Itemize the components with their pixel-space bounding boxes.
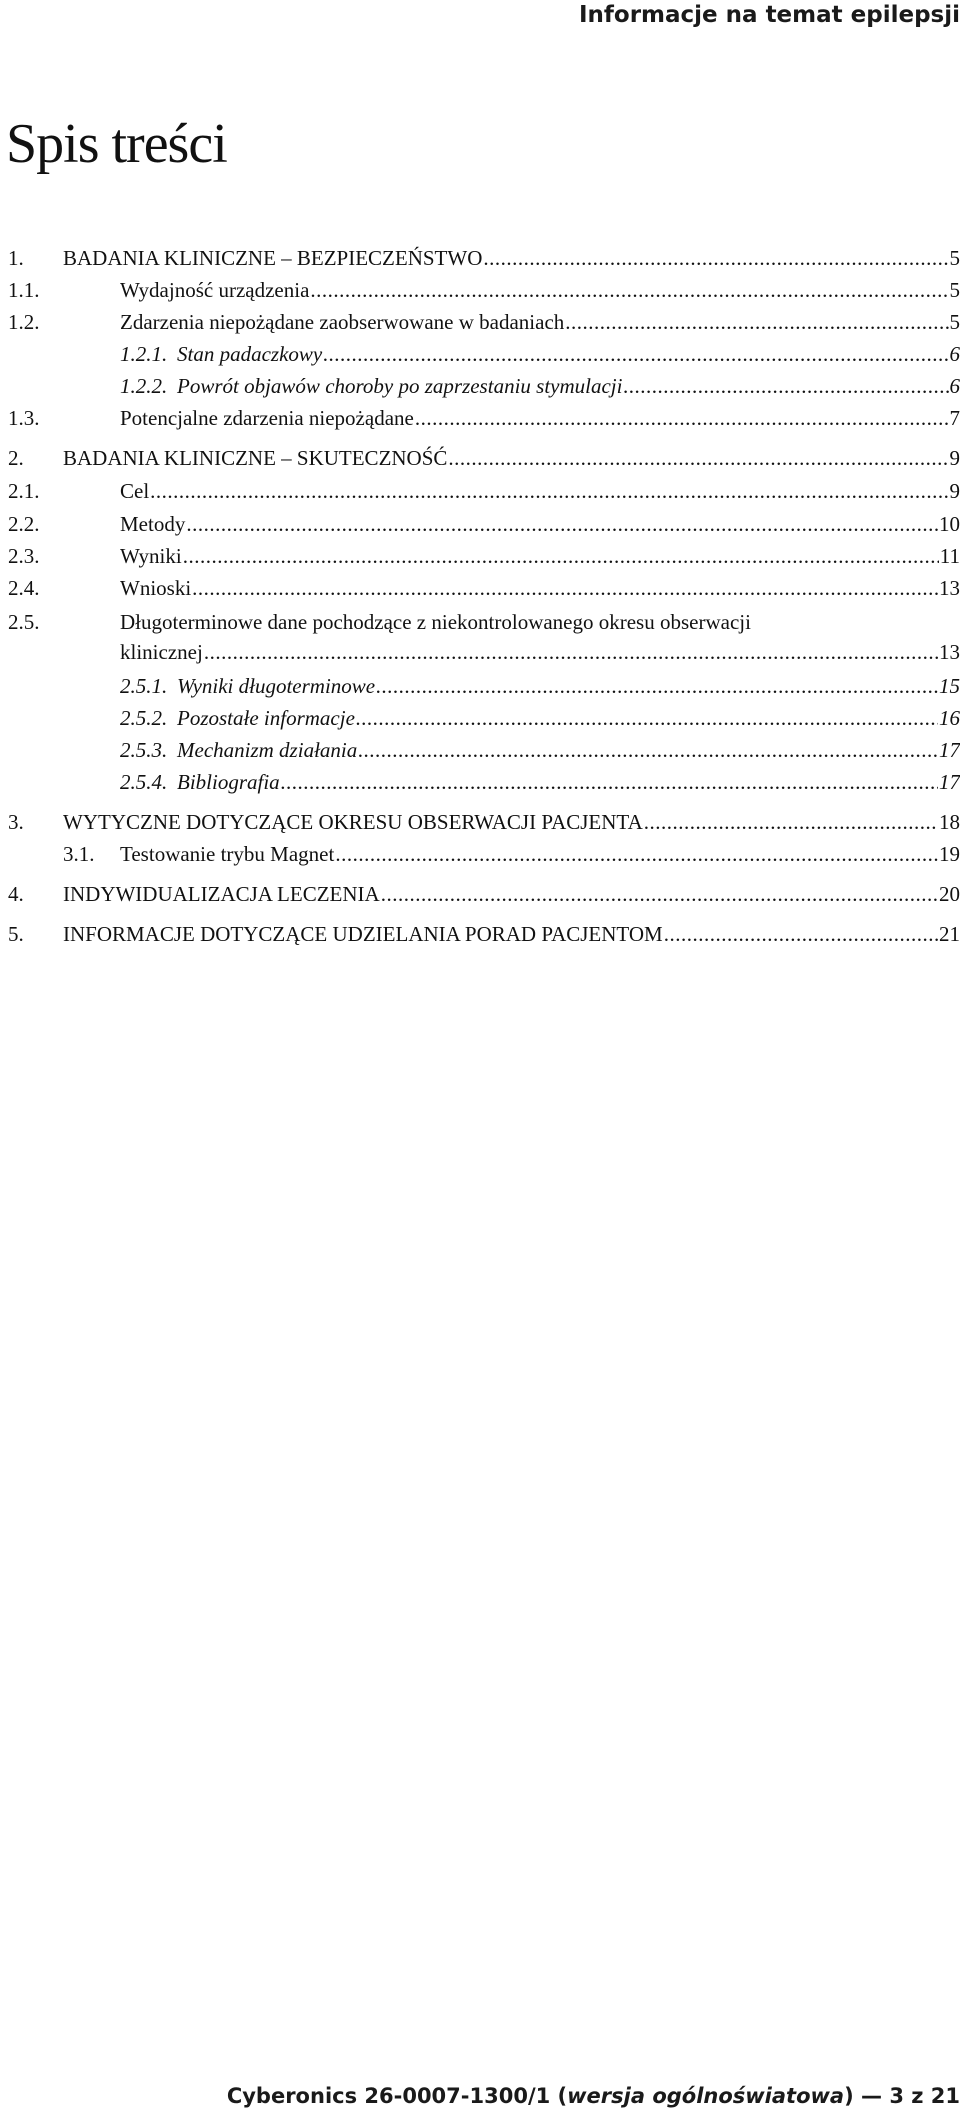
toc-entry-title: Wnioski <box>120 576 192 600</box>
toc-leader-dots <box>310 278 948 302</box>
toc-entry-number: 1.2. <box>8 310 40 334</box>
toc-leader-dots <box>644 810 938 834</box>
toc-entry-number: 2.3. <box>8 544 40 568</box>
toc-entry-page: 15 <box>939 674 960 698</box>
toc-entry-number: 3. <box>8 810 24 834</box>
toc-entry-page: 9 <box>949 479 960 503</box>
toc-entry-page: 5 <box>949 310 960 334</box>
toc-entry-page: 6 <box>949 374 960 398</box>
toc-entry-number: 5. <box>8 922 24 946</box>
toc-leader-dots <box>186 512 938 536</box>
toc-leader-dots <box>150 479 948 503</box>
toc-entry-number: 2.1. <box>8 479 40 503</box>
toc-leader-dots <box>376 674 938 698</box>
toc-leader-dots <box>448 446 948 470</box>
toc-entry-page: 9 <box>949 446 960 470</box>
toc-entry-page: 11 <box>939 544 960 568</box>
toc-entry-page: 13 <box>939 640 960 664</box>
toc-entry-number: 1.3. <box>8 406 40 430</box>
toc-entry-title: Powrót objawów choroby po zaprzestaniu stymulacji <box>177 374 623 398</box>
toc-leader-dots <box>335 842 938 866</box>
toc-entry-page: 21 <box>939 922 960 946</box>
toc-entry-number: 2.5.4. <box>120 770 168 794</box>
toc-entry-number: 2.5.1. <box>120 674 168 698</box>
toc-entry-page: 19 <box>939 842 960 866</box>
toc-entry-number: 2.5. <box>8 610 40 634</box>
toc-leader-dots <box>192 576 938 600</box>
toc-entry-page: 17 <box>939 738 960 762</box>
toc-entry-title: INFORMACJE DOTYCZĄCE UDZIELANIA PORAD PACJENTOM <box>63 922 663 946</box>
toc-entry-title: Metody <box>120 512 186 536</box>
toc-entry-page: 17 <box>939 770 960 794</box>
toc-entry-title-line1[interactable]: Długoterminowe dane pochodzące z niekontrolowanego okresu obserwacji <box>120 610 751 634</box>
toc-entry-number: 1.2.2. <box>120 374 168 398</box>
toc-entry-page: 18 <box>939 810 960 834</box>
toc-entry-number: 2.4. <box>8 576 40 600</box>
toc-leader-dots <box>358 738 938 762</box>
toc-entry-page: 5 <box>949 278 960 302</box>
toc-entry-title: Bibliografia <box>177 770 280 794</box>
toc-entry-title: Mechanizm działania <box>177 738 358 762</box>
toc-entry-title: Pozostałe informacje <box>177 706 355 730</box>
page-title: Spis treści <box>6 113 227 175</box>
toc-entry-title: Potencjalne zdarzenia niepożądane <box>120 406 414 430</box>
toc-entry-number: 1. <box>8 246 24 270</box>
toc-leader-dots <box>381 882 938 906</box>
page-header-title: Informacje na temat epilepsji <box>578 2 960 28</box>
toc-entry-title: klinicznej <box>120 640 203 664</box>
toc-entry-page: 20 <box>939 882 960 906</box>
toc-entry-page: 7 <box>949 406 960 430</box>
footer-doc-id: Cyberonics 26-0007-1300/1 ( <box>226 2084 568 2108</box>
toc-entry-page: 6 <box>949 342 960 366</box>
toc-entry-number: 2.2. <box>8 512 40 536</box>
toc-leader-dots <box>565 310 948 334</box>
toc-entry-number: 1.1. <box>8 278 40 302</box>
toc-entry-number: 4. <box>8 882 24 906</box>
page-footer <box>0 2084 960 2108</box>
footer-page-count: ) — 3 z 21 <box>844 2084 960 2108</box>
toc-entry-page: 5 <box>949 246 960 270</box>
toc-entry-title: BADANIA KLINICZNE – BEZPIECZEŃSTWO <box>63 246 483 270</box>
toc-leader-dots <box>183 544 939 568</box>
toc-entry-number: 2.5.3. <box>120 738 168 762</box>
toc-entry-page: 16 <box>939 706 960 730</box>
toc-entry-title: Wyniki długoterminowe <box>177 674 376 698</box>
toc-entry-number: 1.2.1. <box>120 342 168 366</box>
toc-leader-dots <box>483 246 948 270</box>
toc-leader-dots <box>356 706 938 730</box>
toc-leader-dots <box>204 640 938 664</box>
toc-entry-number: 2.5.2. <box>120 706 168 730</box>
toc-entry-title: INDYWIDUALIZACJA LECZENIA <box>63 882 380 906</box>
toc-entry-page: 13 <box>939 576 960 600</box>
toc-entry-title: Cel <box>120 479 150 503</box>
toc-entry-title: Stan padaczkowy <box>177 342 323 366</box>
toc-entry-title: Testowanie trybu Magnet <box>120 842 335 866</box>
toc-entry-title: WYTYCZNE DOTYCZĄCE OKRESU OBSERWACJI PACJENTA <box>63 810 643 834</box>
toc-entry-number: 3.1. <box>63 842 95 866</box>
toc-entry-title: Wyniki <box>120 544 182 568</box>
toc-entry-title: BADANIA KLINICZNE – SKUTECZNOŚĆ <box>63 446 448 470</box>
toc-leader-dots <box>323 342 948 366</box>
toc-entry-page: 10 <box>939 512 960 536</box>
toc-leader-dots <box>623 374 948 398</box>
toc-leader-dots <box>664 922 938 946</box>
toc-leader-dots <box>415 406 949 430</box>
toc-entry-number: 2. <box>8 446 24 470</box>
toc-entry-title: Wydajność urządzenia <box>120 278 310 302</box>
toc-entry-title: Zdarzenia niepożądane zaobserwowane w badaniach <box>120 310 565 334</box>
toc-leader-dots <box>281 770 938 794</box>
footer-version: wersja ogólnoświatowa <box>567 2084 845 2108</box>
